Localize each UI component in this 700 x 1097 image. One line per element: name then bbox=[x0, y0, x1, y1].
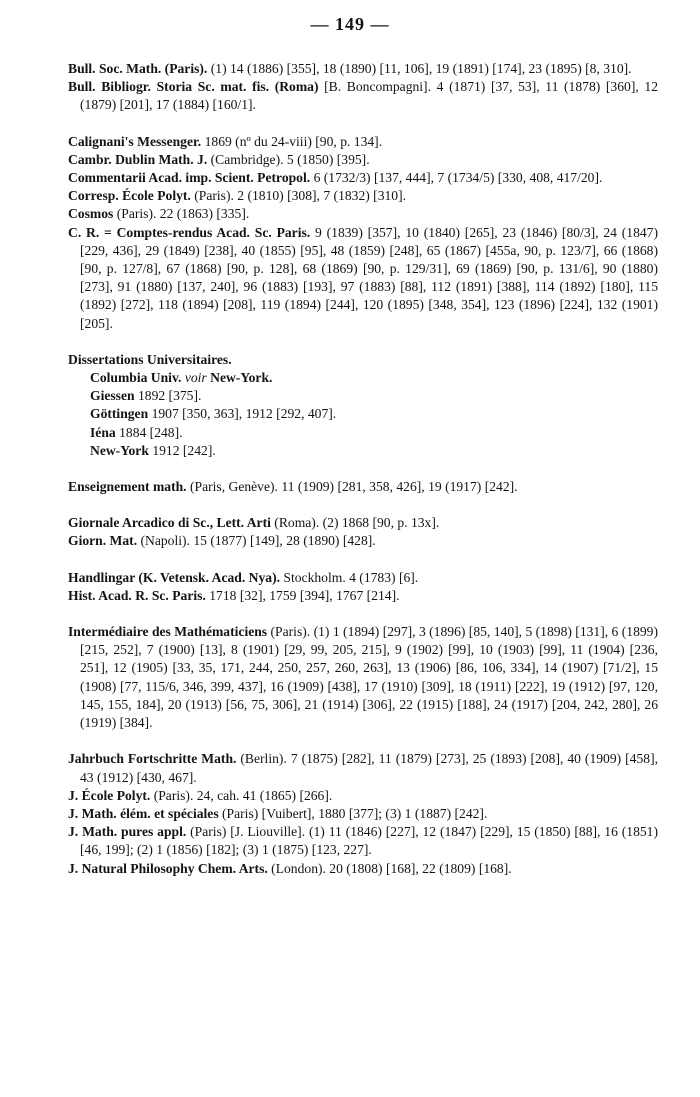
dissertation-entry: Columbia Univ. voir New-York. bbox=[90, 370, 273, 386]
bibliography-entry: J. Math. pures appl. (Paris) [J. Liouville]. (1) 11 (1846) [227], 12 (1847) [229], 15 (1850) [88], 16 (1851) [46, 199]; (2) 1 (1856) [182]; (3) 1 (1875) [123, 227]. bbox=[68, 824, 658, 858]
bibliography-entry: J. École Polyt. (Paris). 24, cah. 41 (1865) [266]. bbox=[68, 787, 333, 803]
bibliography-entry: Hist. Acad. R. Sc. Paris. 1718 [32], 1759 [394], 1767 [214]. bbox=[68, 587, 400, 603]
bibliography-entry: Calignani's Messenger. 1869 (nº du 24-viii) [90, p. 134]. bbox=[68, 133, 383, 149]
bibliography-entry: C. R. = Comptes-rendus Acad. Sc. Paris. 9 (1839) [357], 10 (1840) [265], 23 (1846) [80/3], 24 (1847) [229, 436], 29 (1849) [238], 40 (1855) [95], 48 (1859) [248], 65 (1867) [455a, 90, p. 123/7], 66 (1868) [90, p. 127/8], 67 (1868) [90, p. 128], 68 (1869) [90, p. 129/31], 69 (1869) [90, p. 131/6], 90 (1880) [273], 91 (1880) [137, 240], 96 (1883) [193], 97 (1883) [88], 112 (1891) [388], 114 (1892) [180], 115 (1892) [272], 118 (1894) [208], 119 (1894) [244], 120 (1895) [348, 354], 123 (1896) [224], 132 (1901) [205]. bbox=[68, 224, 659, 331]
dissertation-entry: Giessen 1892 [375]. bbox=[90, 388, 202, 404]
dissertation-entry: Göttingen 1907 [350, 363], 1912 [292, 407]. bbox=[90, 406, 337, 422]
bibliography-entry: Intermédiaire des Mathématiciens (Paris). (1) 1 (1894) [297], 3 (1896) [85, 140], 5 (1898) [131], 6 (1899) [215, 252], 7 (1900) [13], 8 (1901) [29, 99, 205, 215], 9 (1902) [99], 10 (1903) [99], 11 (1904) [236, 251], 12 (1905) [33, 35, 171, 244, 250, 257, 260, 263], 13 (1906) [86, 106, 334], 14 (1907) [71/2], 15 (1908) [77, 115/6, 346, 399, 437], 16 (1909) [438], 17 (1910) [309], 18 (1911) [222], 19 (1912) [97, 120, 145, 155, 184], 20 (1913) [56, 75, 306], 21 (1914) [306], 22 (1915) [188], 24 (1917) [204, 242, 280], 26 (1919) [384]. bbox=[68, 624, 659, 731]
dissertations-section bbox=[68, 351, 658, 460]
bibliography-entry: Cosmos (Paris). 22 (1863) [335]. bbox=[68, 206, 250, 222]
bibliography-entry: J. Natural Philosophy Chem. Arts. (London). 20 (1808) [168], 22 (1809) [168]. bbox=[68, 860, 512, 876]
bibliography-entry: Handlingar (K. Vetensk. Acad. Nya). Stockholm. 4 (1783) [6]. bbox=[68, 569, 419, 585]
bibliography-list bbox=[68, 60, 658, 878]
bibliography-entry: Cambr. Dublin Math. J. (Cambridge). 5 (1850) [395]. bbox=[68, 151, 370, 167]
dissertation-entry: New-York 1912 [242]. bbox=[90, 442, 216, 458]
page-number: — 149 — bbox=[310, 14, 390, 34]
bibliography-entry: J. Math. élém. et spéciales (Paris) [Vuibert], 1880 [377]; (3) 1 (1887) [242]. bbox=[68, 805, 488, 821]
bibliography-entry: Giornale Arcadico di Sc., Lett. Arti (Roma). (2) 1868 [90, p. 13x]. bbox=[68, 515, 440, 531]
section-heading: Dissertations Universitaires. bbox=[68, 351, 232, 367]
bibliography-entry: Enseignement math. (Paris, Genève). 11 (1909) [281, 358, 426], 19 (1917) [242]. bbox=[68, 479, 518, 495]
bibliography-entry: Bull. Bibliogr. Storia Sc. mat. fis. (Roma) [B. Boncompagni]. 4 (1871) [37, 53], 11 (1878) [360], 12 (1879) [201], 17 (1884) [160/1]. bbox=[68, 79, 658, 113]
dissertation-entry: Iéna 1884 [248]. bbox=[90, 424, 183, 440]
bibliography-entry: Jahrbuch Fortschritte Math. (Berlin). 7 (1875) [282], 11 (1879) [273], 25 (1893) [208], 40 (1909) [458], 43 (1912) [430, 467]. bbox=[68, 751, 658, 785]
bibliography-entry: Giorn. Mat. (Napoli). 15 (1877) [149], 28 (1890) [428]. bbox=[68, 533, 376, 549]
bibliography-entry: Corresp. École Polyt. (Paris). 2 (1810) [308], 7 (1832) [310]. bbox=[68, 188, 407, 204]
bibliography-entry: Bull. Soc. Math. (Paris). (1) 14 (1886) [355], 18 (1890) [11, 106], 19 (1891) [174], 23 (1895) [8, 310]. bbox=[68, 61, 632, 76]
bibliography-entry: Commentarii Acad. imp. Scient. Petropol. 6 (1732/3) [137, 444], 7 (1734/5) [330, 408, 417/20]. bbox=[68, 170, 603, 186]
